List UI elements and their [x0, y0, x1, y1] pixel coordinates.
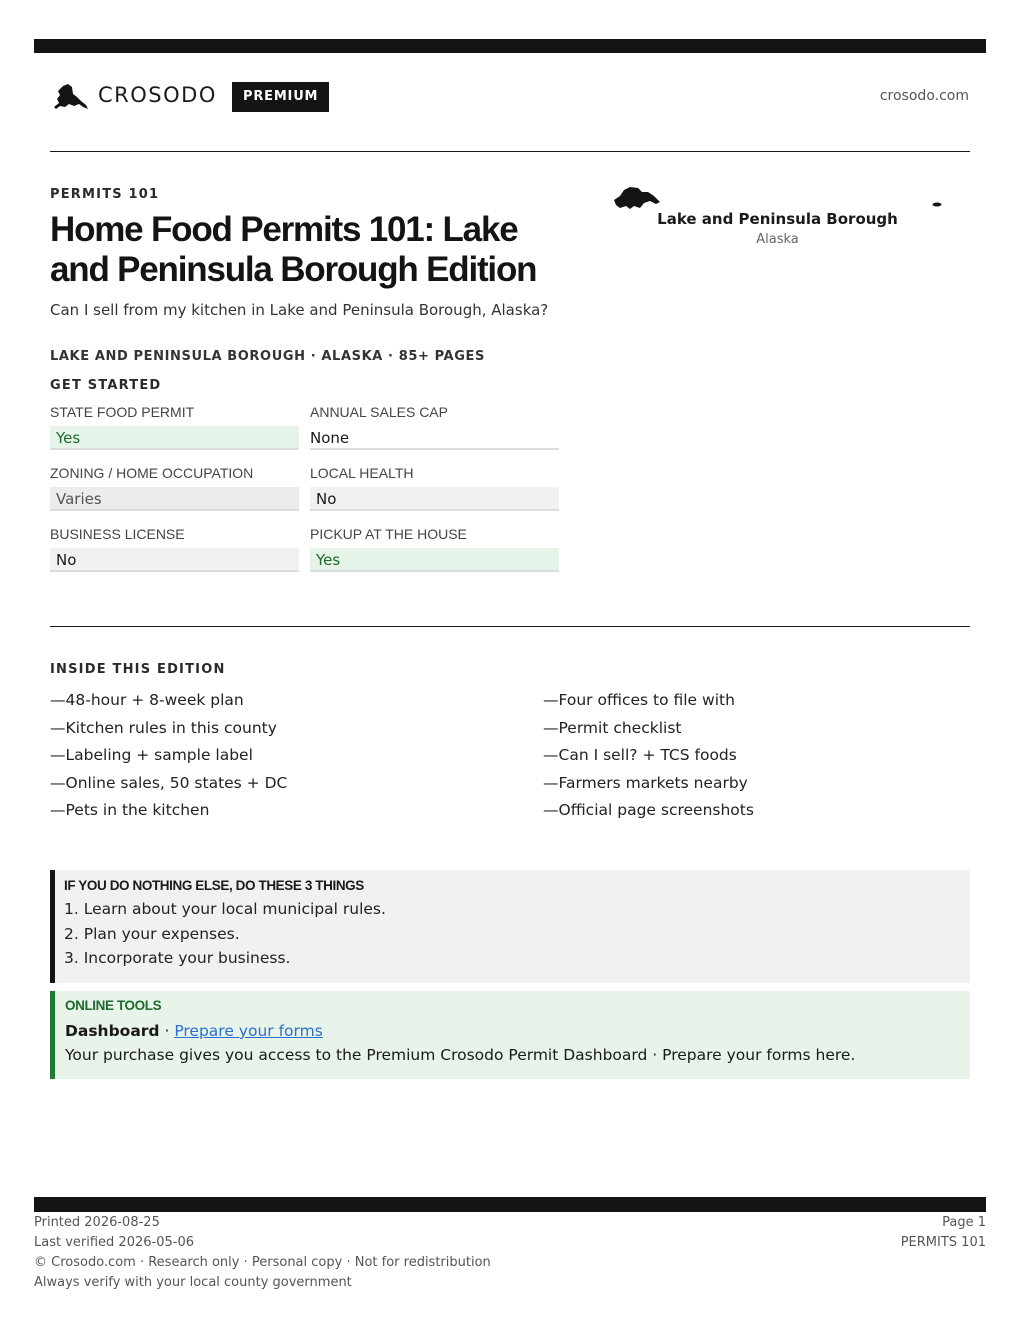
todo-list [64, 897, 970, 971]
todo-heading: IF YOU DO NOTHING ELSE, DO THESE 3 THINGS [64, 878, 364, 893]
footer-bar [34, 1197, 986, 1212]
header [50, 80, 970, 116]
todo-callout [50, 870, 970, 983]
list-item: —Can I sell? + TCS foods [543, 746, 737, 764]
fact-local-health [310, 465, 559, 511]
page-title: Home Food Permits 101: Lake and Peninsula Borough Edition [50, 210, 537, 289]
get-started-heading: GET STARTED [50, 378, 162, 393]
online-tools-callout [50, 991, 970, 1079]
list-item: —Official page screenshots [543, 801, 754, 819]
dashboard-label: Dashboard [65, 1022, 160, 1040]
footer-section: PERMITS 101 [900, 1235, 986, 1250]
alaska-silhouette-icon [53, 83, 89, 111]
header-divider [50, 151, 970, 152]
tools-heading: ONLINE TOOLS [65, 998, 162, 1013]
fact-state-food-permit [50, 404, 299, 450]
fact-value: Varies [50, 487, 299, 511]
list-item: —Labeling + sample label [50, 746, 253, 764]
list-item: —Pets in the kitchen [50, 801, 210, 819]
fact-label: LOCAL HEALTH [310, 465, 414, 481]
fact-label: ANNUAL SALES CAP [310, 404, 448, 420]
list-item: —Kitchen rules in this county [50, 718, 277, 737]
printed-date: Printed 2026-08-25 [34, 1215, 160, 1230]
borough-map [600, 180, 960, 260]
fact-label: BUSINESS LICENSE [50, 526, 185, 542]
map-state-name: Alaska [756, 232, 799, 247]
fact-label: ZONING / HOME OCCUPATION [50, 465, 254, 481]
page-number: Page 1 [942, 1215, 986, 1230]
todo-item: 3. Incorporate your business. [64, 949, 291, 967]
fact-pickup-at-house [310, 526, 559, 572]
inside-list-right [543, 689, 963, 827]
brand-name: CROSODO [98, 83, 217, 107]
list-item: —Four offices to file with [543, 691, 735, 709]
site-url[interactable]: crosodo.com [879, 88, 969, 104]
fact-value: Yes [50, 426, 299, 450]
verified-date: Last verified 2026-05-06 [34, 1235, 194, 1250]
footer-right [901, 1213, 986, 1253]
fact-business-license [50, 526, 299, 572]
prepare-forms-link[interactable]: Prepare your forms [174, 1022, 323, 1040]
inside-heading: INSIDE THIS EDITION [50, 662, 226, 677]
copyright: © Crosodo.com · Research only · Personal copy · Not for redistribution [34, 1255, 491, 1270]
top-bar [34, 39, 986, 53]
dashboard-line [65, 1019, 970, 1043]
inside-list-left [50, 689, 470, 827]
verify-notice: Always verify with your local county government [34, 1275, 352, 1290]
edition-meta: LAKE AND PENINSULA BOROUGH · ALASKA · 85+ PAGES [50, 349, 485, 364]
fact-label: PICKUP AT THE HOUSE [310, 526, 467, 542]
fact-label: STATE FOOD PERMIT [50, 404, 195, 420]
fact-value: No [50, 548, 299, 572]
premium-badge: PREMIUM [232, 82, 329, 112]
fact-value: None [310, 426, 559, 450]
fact-value: No [310, 487, 559, 511]
tools-description: Your purchase gives you access to the Premium Crosodo Permit Dashboard · Prepare your forms here. [65, 1046, 856, 1064]
fact-value: Yes [310, 548, 559, 572]
todo-item: 1. Learn about your local municipal rules. [64, 900, 386, 918]
section-divider [50, 626, 970, 627]
borough-shape-icon [612, 184, 662, 210]
list-item: —Online sales, 50 states + DC [50, 773, 288, 792]
map-borough-name: Lake and Peninsula Borough [657, 210, 898, 228]
footer-left [34, 1213, 491, 1293]
fact-zoning [50, 465, 299, 511]
todo-item: 2. Plan your expenses. [64, 924, 240, 943]
fact-annual-sales-cap [310, 404, 559, 450]
page-subtitle: Can I sell from my kitchen in Lake and Peninsula Borough, Alaska? [50, 301, 549, 319]
list-item: —Farmers markets nearby [543, 773, 748, 792]
list-item: —Permit checklist [543, 718, 682, 737]
separator: · [159, 1022, 175, 1040]
list-item: —48-hour + 8-week plan [50, 691, 244, 709]
section-kicker: PERMITS 101 [50, 187, 160, 202]
island-speck-icon [932, 202, 942, 207]
